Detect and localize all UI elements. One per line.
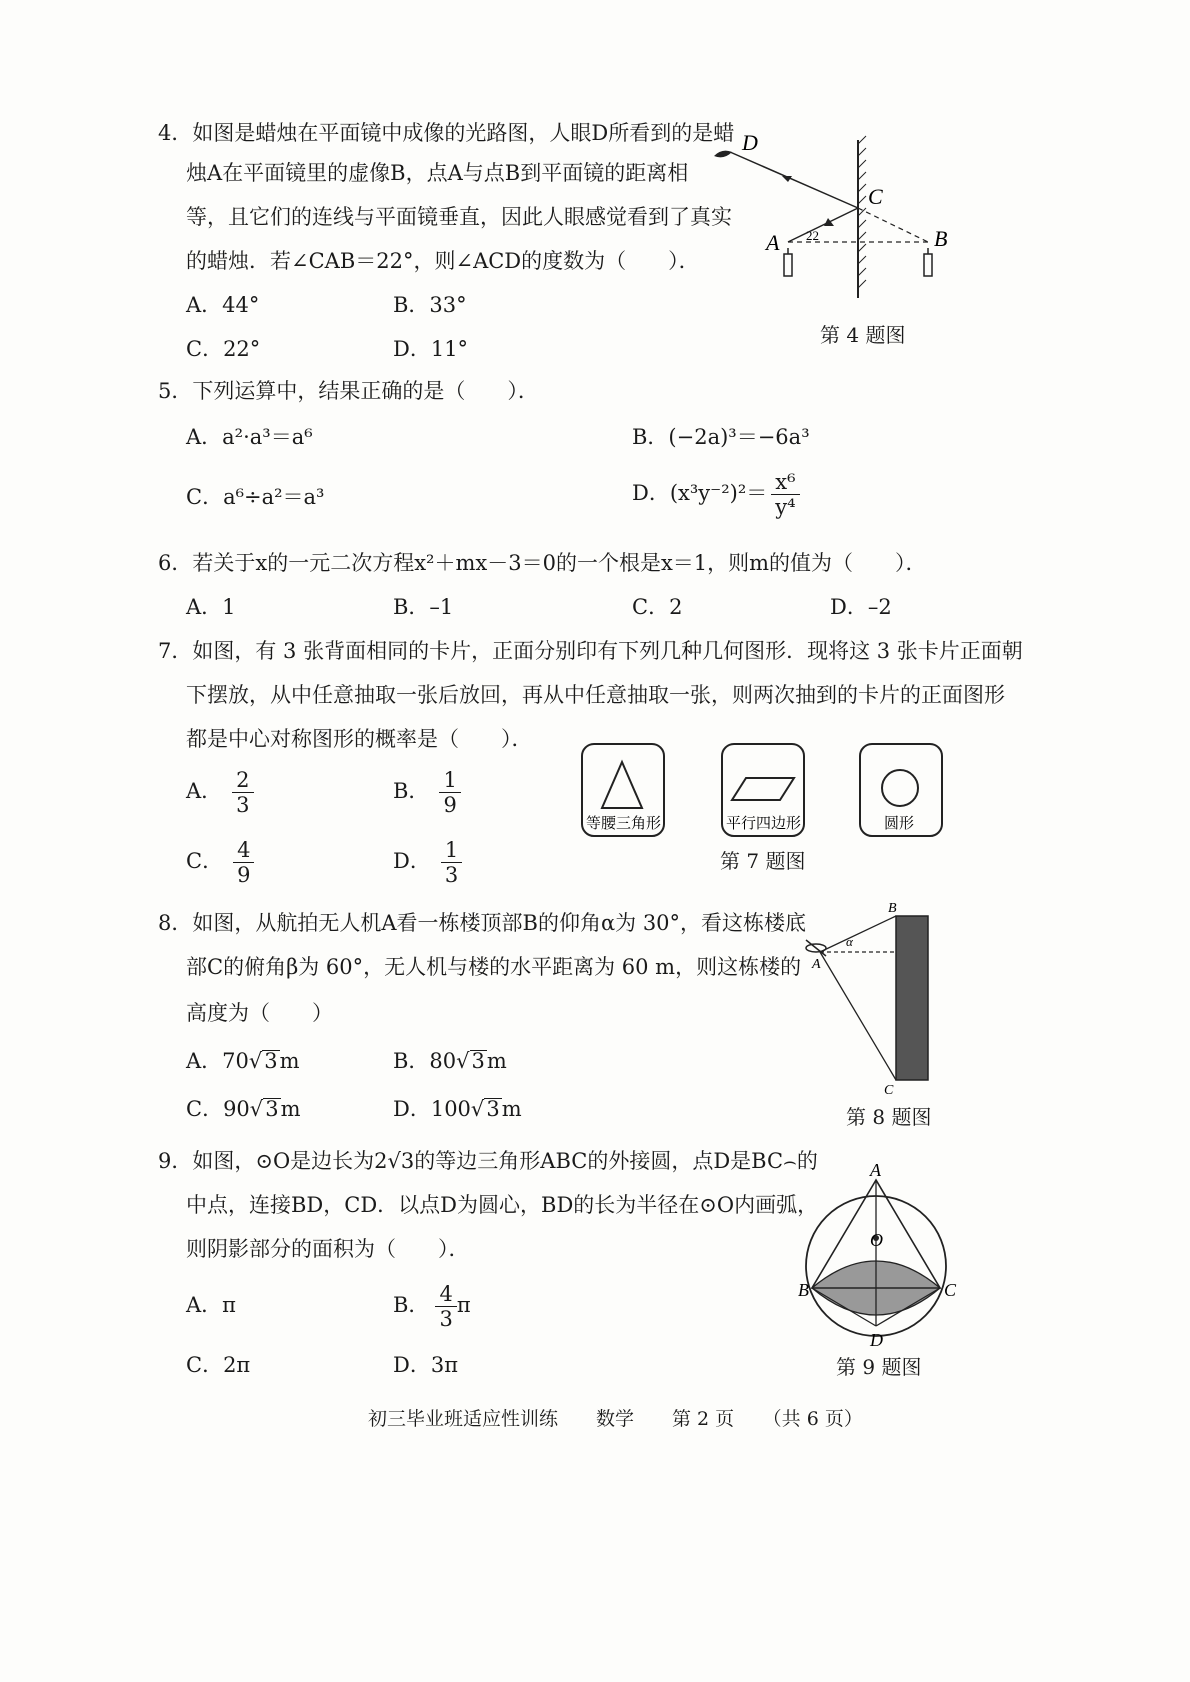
q5-option-b[interactable]: B．(−2a)³＝−6a³ <box>632 425 810 449</box>
q7-caption: 第 7 题图 <box>720 849 806 873</box>
circle-icon <box>882 770 918 806</box>
q9-label-c: C <box>944 1280 957 1300</box>
q8-label-b: B <box>888 901 897 916</box>
q7-option-c-den: 9 <box>237 863 251 887</box>
q8-option-c-radicand: 3 <box>265 1097 279 1121</box>
q5-option-d-num: x⁶ <box>771 470 799 495</box>
q4-option-c[interactable]: C．22° <box>186 337 261 361</box>
q6-option-b[interactable]: B．–1 <box>393 595 454 619</box>
q9-option-b[interactable] <box>393 1282 471 1331</box>
q8-option-b-unit: m <box>486 1049 507 1073</box>
candle-a-icon <box>784 254 792 276</box>
q8-option-c-coef: C．90 <box>186 1097 250 1121</box>
q4-label-c: C <box>868 184 883 209</box>
q8-option-a-coef: A．70 <box>186 1049 249 1073</box>
q4-angle-label: 22 <box>806 228 819 243</box>
q7-option-c[interactable] <box>186 838 254 887</box>
q4-label-a: A <box>766 230 780 255</box>
q7-line-3: 都是中心对称图形的概率是（ ）． <box>186 727 533 751</box>
q8-label-a: A <box>812 957 821 972</box>
q9-caption: 第 9 题图 <box>836 1355 922 1379</box>
q7-option-d[interactable] <box>393 838 462 887</box>
q4-label-b: B <box>934 226 948 251</box>
q7-line-2: 下摆放，从中任意抽取一张后放回，再从中任意抽取一张，则两次抽到的卡片的正面图形 <box>186 683 1005 707</box>
q7-option-d-den: 3 <box>444 863 459 887</box>
q4-line-2: 烛A在平面镜里的虚像B，点A与点B到平面镜的距离相 <box>186 161 689 185</box>
q4-label-d: D <box>742 130 758 155</box>
q8-option-b-coef: B．80 <box>393 1049 457 1073</box>
q6-option-d[interactable]: D．–2 <box>830 595 892 619</box>
eye-icon <box>714 151 732 158</box>
q9-label-b: B <box>798 1280 809 1300</box>
card-circle <box>860 744 942 836</box>
q7-option-b-den: 9 <box>443 793 457 817</box>
q5-option-d-den: y⁴ <box>775 495 796 519</box>
q7-option-a[interactable] <box>186 768 254 817</box>
q8-option-d-unit: m <box>501 1097 522 1121</box>
q7-option-a-num: 2 <box>232 768 253 793</box>
q6-option-c[interactable]: C．2 <box>632 595 683 619</box>
card-parallelogram <box>722 744 804 836</box>
q9-option-d[interactable]: D．3π <box>393 1353 458 1377</box>
q8-option-c[interactable]: C．90√3m <box>186 1097 301 1121</box>
q7-option-b-num: 1 <box>439 768 460 793</box>
q8-option-b-radicand: 3 <box>471 1049 485 1073</box>
q9-option-b-pi: π <box>456 1293 471 1317</box>
q8-option-d-coef: D．100 <box>393 1097 471 1121</box>
q9-line-2: 中点，连接BD，CD．以点D为圆心，BD的长为半径在⊙O内画弧， <box>186 1193 819 1217</box>
page-footer: 初三毕业班适应性训练 数学 第 2 页 （共 6 页） <box>368 1408 863 1430</box>
q5-option-d[interactable] <box>632 470 800 519</box>
building-icon <box>896 916 928 1080</box>
q7-option-a-label: A． <box>186 779 223 803</box>
candle-b-icon <box>924 254 932 276</box>
parallelogram-icon <box>732 778 794 800</box>
q8-option-a[interactable]: A．70√3m <box>186 1049 300 1073</box>
q9-option-c[interactable]: C．2π <box>186 1353 251 1377</box>
q7-option-b-label: B． <box>393 779 430 803</box>
q8-label-c: C <box>884 1083 894 1098</box>
q6-stem: 6．若关于x的一元二次方程x²＋mx－3＝0的一个根是x＝1，则m的值为（ ）． <box>158 551 927 575</box>
card-label-parallelogram: 平行四边形 <box>726 815 802 832</box>
q7-option-d-num: 1 <box>441 838 462 863</box>
q7-cards-figure <box>580 742 950 842</box>
q4-option-d[interactable]: D．11° <box>393 337 469 361</box>
q9-label-o: O <box>870 1230 883 1250</box>
q9-label-a: A <box>870 1160 881 1180</box>
q4-caption: 第 4 题图 <box>820 323 906 347</box>
q5-option-a[interactable]: A．a²·a³＝a⁶ <box>186 425 313 449</box>
q5-option-c[interactable]: C．a⁶÷a²＝a³ <box>186 485 325 509</box>
q9-circle-diagram <box>800 1160 960 1360</box>
card-isosceles-triangle <box>582 744 664 836</box>
q7-option-b[interactable] <box>393 768 461 817</box>
q8-option-b[interactable]: B．80√3m <box>393 1049 507 1073</box>
q4-option-b[interactable]: B．33° <box>393 293 467 317</box>
q8-line-3: 高度为（ ） <box>186 1001 333 1025</box>
q5-option-d-label: D． <box>632 481 670 505</box>
q9-option-b-num: 4 <box>435 1282 456 1307</box>
q7-option-d-label: D． <box>393 849 431 873</box>
q9-line-1: 9．如图，⊙O是边长为2√3的等边三角形ABC的外接圆，点D是BC⌢的 <box>158 1149 818 1173</box>
q7-option-a-den: 3 <box>236 793 250 817</box>
q9-label-d: D <box>870 1330 883 1350</box>
card-label-circle: 圆形 <box>884 815 915 832</box>
q5-option-d-expr: (x³y⁻²)²＝ <box>669 481 768 505</box>
q7-line-1: 7．如图，有 3 张背面相同的卡片，正面分别印有下列几种几何图形．现将这 3 张卡片正面朝 <box>158 639 1023 663</box>
triangle-icon <box>602 762 642 808</box>
card-label-triangle: 等腰三角形 <box>586 815 662 832</box>
q9-option-b-label: B． <box>393 1293 430 1317</box>
q8-option-a-unit: m <box>279 1049 300 1073</box>
q5-stem: 5．下列运算中，结果正确的是（ ）． <box>158 379 539 403</box>
q7-option-c-label: C． <box>186 849 224 873</box>
q6-option-a[interactable]: A．1 <box>186 595 236 619</box>
q4-mirror-diagram <box>700 120 970 310</box>
drone-icon <box>806 940 826 956</box>
q8-caption: 第 8 题图 <box>846 1105 932 1129</box>
q8-option-d-radicand: 3 <box>486 1097 500 1121</box>
q4-option-a[interactable]: A．44° <box>186 293 260 317</box>
q8-line-1: 8．如图，从航拍无人机A看一栋楼顶部B的仰角α为 30°，看这栋楼底 <box>158 911 807 935</box>
q8-drone-building-diagram <box>800 900 950 1100</box>
q4-line-3: 等，且它们的连线与平面镜垂直，因此人眼感觉看到了真实 <box>186 205 732 229</box>
q8-option-a-radicand: 3 <box>264 1049 278 1073</box>
q4-line-4: 的蜡烛．若∠CAB＝22°，则∠ACD的度数为（ ）． <box>186 249 700 273</box>
q9-line-3: 则阴影部分的面积为（ ）． <box>186 1237 470 1261</box>
q8-line-2: 部C的俯角β为 60°，无人机与楼的水平距离为 60 m，则这栋楼的 <box>186 955 802 979</box>
q8-option-d[interactable]: D．100√3m <box>393 1097 522 1121</box>
q9-option-a[interactable]: A．π <box>186 1293 236 1317</box>
q8-label-alpha: α <box>846 934 853 949</box>
q7-option-c-num: 4 <box>233 838 254 863</box>
q8-option-c-unit: m <box>280 1097 301 1121</box>
q4-line-1: 4．如图是蜡烛在平面镜中成像的光路图，人眼D所看到的是蜡 <box>158 121 735 145</box>
q9-option-b-den: 3 <box>439 1307 453 1331</box>
